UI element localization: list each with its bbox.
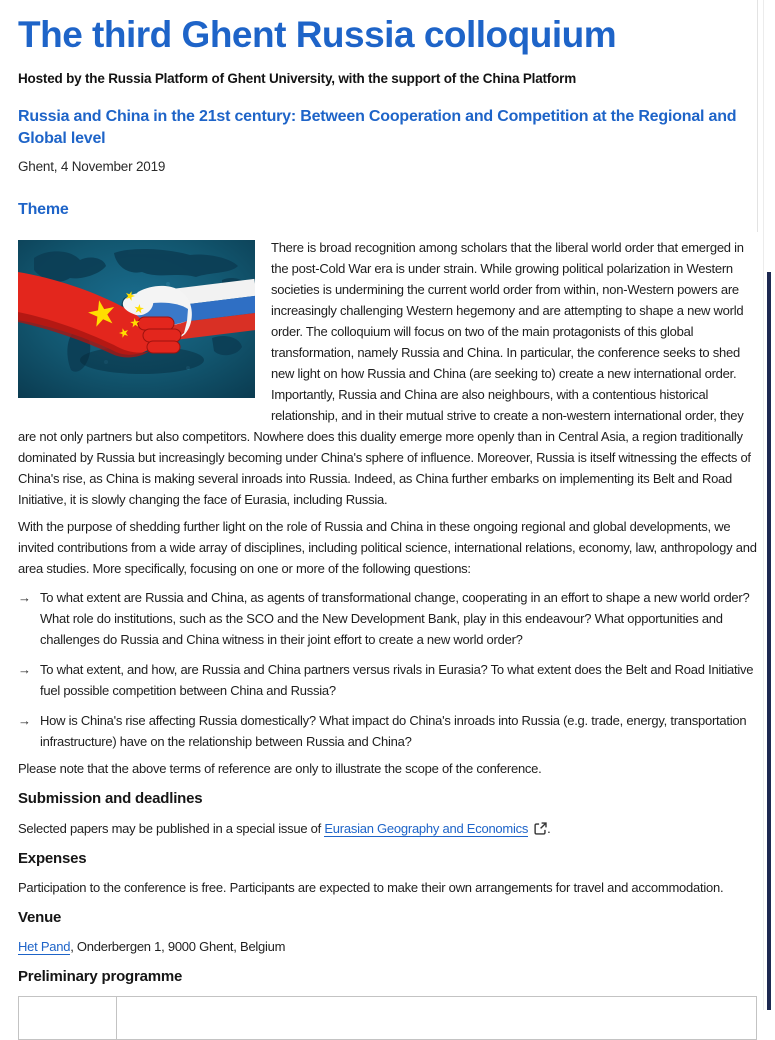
theme-paragraph-1: There is broad recognition among scholars that the liberal world order that emerged in the post-Cold War era is under strain. While growing political polarization in Western societies is undermining the current world order from within, non-Western powers are increasingly challenging Western hegemony and are attempting to shape a new world order. The colloquium will focus on two of the main protagonists of this global transformation, namely Russia and China. In particular, the conference seeks to shed new light on how Russia and China (are seeking to) create a new international order. Importantly, Russia and China are also neighbours, with a contentious historical relationship, and in their mutual strive to create a non-western international order, they are not only partners but also competitors. Nowhere does this duality emerge more openly than in Central Asia, a region traditionally dominated by Russia but increasingly becoming under China's sphere of influence. Moreover, Russia is itself witnessing the effects of China's rise, as China is making several inroads into Russia. Indeed, as China further embarks on implementing its Belt and Road Initiative, it is slowly changing the face of Eurasia, including Russia.: [18, 240, 751, 507]
theme-intro-block: [18, 237, 757, 510]
external-link-icon: [534, 820, 547, 841]
scrollbar-track[interactable]: [763, 0, 764, 1010]
eurasian-geography-link[interactable]: Eurasian Geography and Economics: [324, 821, 529, 836]
programme-table-row: [19, 997, 757, 1040]
programme-time-cell: [19, 997, 117, 1040]
russia-china-handshake-image: [18, 240, 255, 398]
event-place-date: Ghent, 4 November 2019: [18, 159, 166, 174]
submission-text-after-link: .: [547, 821, 551, 836]
programme-table: [18, 996, 757, 1040]
question-item-2: [18, 659, 757, 701]
page-title: The third Ghent Russia colloquium: [18, 14, 617, 55]
question-list: [18, 587, 757, 752]
arrow-bullet-icon: →: [18, 662, 31, 677]
theme-heading: Theme: [18, 201, 69, 218]
venue-address: , Onderbergen 1, 9000 Ghent, Belgium: [70, 939, 286, 954]
venue-heading: Venue: [18, 909, 62, 926]
programme-detail-cell: [117, 997, 757, 1040]
het-pand-link[interactable]: Het Pand: [18, 939, 71, 954]
submission-text-before-link: Selected papers may be published in a special issue of: [18, 821, 325, 836]
submission-heading: Submission and deadlines: [18, 790, 203, 807]
theme-paragraph-2: With the purpose of shedding further light on the role of Russia and China in these ongoing regional and global developments, we invited contributions from a wide array of disciplines, including political science, international relations, economy, law, anthropology and area studies. More specifically, focusing on one or more of the following questions:: [18, 519, 757, 576]
arrow-bullet-icon: →: [18, 590, 31, 605]
hosted-by-subtitle: Hosted by the Russia Platform of Ghent University, with the support of the China Platform: [18, 71, 577, 86]
content-edge-divider: [757, 0, 758, 232]
submission-text: [18, 818, 757, 841]
question-item-3: [18, 710, 757, 752]
expenses-heading: Expenses: [18, 850, 87, 867]
question-item-1: [18, 587, 757, 650]
scrollbar-thumb[interactable]: [767, 272, 771, 1010]
expenses-text: Participation to the conference is free. Participants are expected to make their own arrangements for travel and accommodation.: [18, 880, 724, 895]
scope-note: Please note that the above terms of reference are only to illustrate the scope of the conference.: [18, 761, 542, 776]
programme-heading: Preliminary programme: [18, 968, 183, 985]
arrow-bullet-icon: →: [18, 713, 31, 728]
question-text: How is China's rise affecting Russia domestically? What impact do China's inroads into Russia (e.g. trade, energy, transportation infrastructure) have on the relationship between Russia and China?: [40, 713, 747, 749]
event-title: Russia and China in the 21st century: Between Cooperation and Competition at the Regional and Global level: [18, 108, 737, 147]
question-text: To what extent are Russia and China, as agents of transformational change, cooperating in an effort to shape a new world order? What role do institutions, such as the SCO and the New Development Bank, play in this endeavour? What opportunities and challenges do Russia and China witness in their joint effort to create a new world order?: [40, 590, 750, 647]
question-text: To what extent, and how, are Russia and China partners versus rivals in Eurasia? To what extent does the Belt and Road Initiative fuel possible competition between China and Russia?: [40, 662, 754, 698]
venue-text: [18, 936, 757, 957]
